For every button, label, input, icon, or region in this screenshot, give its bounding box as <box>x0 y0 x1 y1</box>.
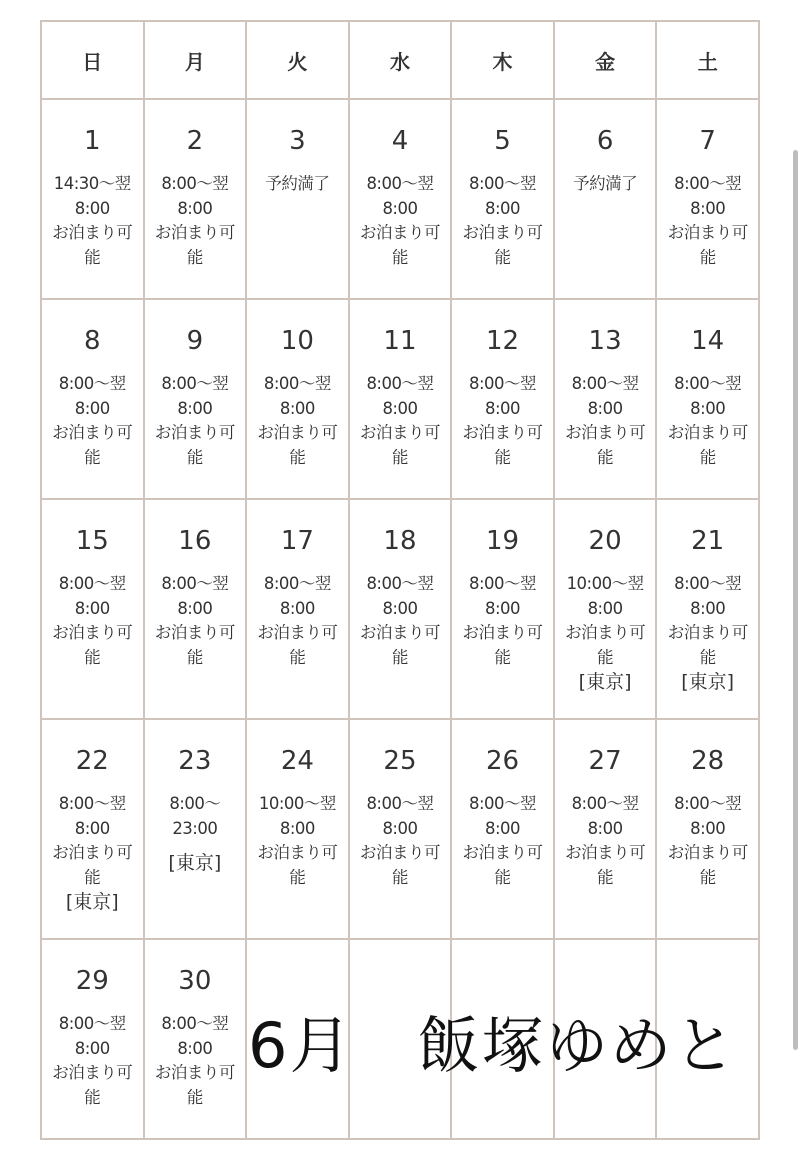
schedule-note: お泊まり可 <box>565 623 646 642</box>
weekday-thu: 木 <box>451 21 554 99</box>
day-cell-22 <box>41 719 144 939</box>
schedule-note: お泊まり可 <box>667 623 748 642</box>
schedule-time: 8:00〜翌 <box>366 174 434 193</box>
schedule-time: 8:00〜翌 <box>366 574 434 593</box>
day-cell-29 <box>41 939 144 1139</box>
day-number: 27 <box>588 746 622 776</box>
schedule-time: 8:00〜翌 <box>263 574 331 593</box>
schedule-end: 8:00 <box>382 398 418 418</box>
schedule-note: お泊まり可 <box>154 1063 235 1082</box>
schedule-end: 8:00 <box>690 198 726 218</box>
schedule-time: 8:00〜翌 <box>161 374 229 393</box>
schedule-note-cont: 能 <box>186 647 203 667</box>
day-cell-2 <box>144 99 247 299</box>
location-tag: [東京] <box>168 852 222 874</box>
schedule-note-cont: 能 <box>289 867 306 887</box>
day-cell-12 <box>451 299 554 499</box>
day-number: 2 <box>186 126 204 156</box>
day-number: 8 <box>84 326 101 356</box>
schedule-note-cont: 能 <box>84 247 101 267</box>
schedule-note: お泊まり可 <box>462 843 543 862</box>
day-number: 15 <box>75 526 109 556</box>
page-scrollbar[interactable] <box>793 150 798 1050</box>
day-number: 28 <box>691 746 725 776</box>
day-cell-16 <box>144 499 247 719</box>
schedule-note-cont: 能 <box>391 647 408 667</box>
schedule-end: 8:00 <box>279 398 315 418</box>
schedule-end: 8:00 <box>690 818 726 838</box>
day-number: 6 <box>596 126 614 156</box>
day-cell-10 <box>246 299 349 499</box>
schedule-note-cont: 能 <box>597 867 614 887</box>
weekday-sat: 土 <box>656 21 759 99</box>
schedule-note: お泊まり可 <box>359 623 440 642</box>
schedule-time: 8:00〜翌 <box>571 794 639 813</box>
schedule-note: お泊まり可 <box>52 843 133 862</box>
schedule-note: お泊まり可 <box>565 423 646 442</box>
schedule-note: お泊まり可 <box>667 423 748 442</box>
schedule-end: 8:00 <box>382 818 418 838</box>
day-cell-9 <box>144 299 247 499</box>
schedule-note: お泊まり可 <box>359 223 440 242</box>
schedule-time: 8:00〜 <box>169 794 221 813</box>
schedule-time: 8:00〜翌 <box>674 794 742 813</box>
schedule-end: 23:00 <box>172 818 218 838</box>
schedule-note: お泊まり可 <box>154 223 235 242</box>
schedule-note-cont: 能 <box>289 447 306 467</box>
schedule-note-cont: 能 <box>699 247 716 267</box>
schedule-time: 8:00〜翌 <box>469 174 537 193</box>
day-cell-28 <box>656 719 759 939</box>
schedule-note: お泊まり可 <box>359 423 440 442</box>
spacer <box>145 841 246 851</box>
day-cell-7 <box>656 99 759 299</box>
schedule-note: お泊まり可 <box>462 223 543 242</box>
day-number: 7 <box>699 126 716 156</box>
schedule-end: 8:00 <box>74 598 110 618</box>
schedule-note-cont: 能 <box>597 647 614 667</box>
day-number: 22 <box>75 746 109 776</box>
schedule-end: 8:00 <box>74 818 110 838</box>
schedule-end: 8:00 <box>279 818 315 838</box>
schedule-time: 8:00〜翌 <box>58 574 126 593</box>
schedule-end: 8:00 <box>177 1038 213 1058</box>
day-cell-3 <box>246 99 349 299</box>
day-number: 29 <box>75 966 109 996</box>
schedule-note-cont: 能 <box>84 447 101 467</box>
schedule-note-cont: 能 <box>84 867 101 887</box>
schedule-time: 8:00〜翌 <box>263 374 331 393</box>
weekday-tue: 火 <box>246 21 349 99</box>
day-cell-20 <box>554 499 657 719</box>
schedule-end: 8:00 <box>177 398 213 418</box>
day-cell-6 <box>554 99 657 299</box>
schedule-note-cont: 能 <box>84 1087 101 1107</box>
schedule-note-cont: 能 <box>494 247 511 267</box>
schedule-status: 予約満了 <box>265 174 330 193</box>
schedule-end: 8:00 <box>382 598 418 618</box>
day-number: 18 <box>383 526 417 556</box>
schedule-note: お泊まり可 <box>565 843 646 862</box>
schedule-time: 8:00〜翌 <box>366 794 434 813</box>
schedule-note-cont: 能 <box>186 1087 203 1107</box>
schedule-end: 8:00 <box>690 598 726 618</box>
schedule-end: 8:00 <box>587 598 623 618</box>
day-number: 26 <box>485 746 520 776</box>
day-number: 19 <box>485 526 520 556</box>
day-cell-5 <box>451 99 554 299</box>
location-tag: [東京] <box>578 671 632 693</box>
schedule-time: 8:00〜翌 <box>674 174 742 193</box>
day-cell-14 <box>656 299 759 499</box>
day-number: 10 <box>280 326 314 356</box>
schedule-note: お泊まり可 <box>359 843 440 862</box>
day-number: 12 <box>485 326 520 356</box>
day-number: 21 <box>691 526 725 556</box>
day-number: 30 <box>178 966 212 996</box>
day-number: 24 <box>280 746 314 776</box>
day-cell-19 <box>451 499 554 719</box>
schedule-note: お泊まり可 <box>257 423 338 442</box>
schedule-end: 8:00 <box>177 198 213 218</box>
day-number: 14 <box>691 326 725 356</box>
schedule-time: 8:00〜翌 <box>674 374 742 393</box>
schedule-note: お泊まり可 <box>52 223 133 242</box>
schedule-time: 14:30〜翌 <box>53 174 131 193</box>
schedule-time: 8:00〜翌 <box>571 374 639 393</box>
week-row-2 <box>41 299 759 499</box>
schedule-note-cont: 能 <box>699 647 716 667</box>
schedule-time: 10:00〜翌 <box>566 574 644 593</box>
weekday-mon: 月 <box>144 21 247 99</box>
day-number: 4 <box>391 126 409 156</box>
weekday-fri: 金 <box>554 21 657 99</box>
schedule-end: 8:00 <box>485 398 521 418</box>
day-cell-1 <box>41 99 144 299</box>
day-number: 25 <box>383 746 417 776</box>
schedule-note: お泊まり可 <box>462 623 543 642</box>
week-row-1 <box>41 99 759 299</box>
day-cell-17 <box>246 499 349 719</box>
week-row-4 <box>41 719 759 939</box>
schedule-end: 8:00 <box>587 398 623 418</box>
schedule-note: お泊まり可 <box>462 423 543 442</box>
schedule-time: 8:00〜翌 <box>58 374 126 393</box>
day-number: 1 <box>84 126 101 156</box>
day-cell-27 <box>554 719 657 939</box>
schedule-note: お泊まり可 <box>257 843 338 862</box>
weekday-sun: 日 <box>41 21 144 99</box>
schedule-note: お泊まり可 <box>667 843 748 862</box>
day-number: 20 <box>588 526 622 556</box>
weekday-header-row <box>41 21 759 99</box>
day-number: 11 <box>383 326 417 356</box>
day-number: 13 <box>588 326 622 356</box>
schedule-note-cont: 能 <box>699 447 716 467</box>
day-cell-11 <box>349 299 452 499</box>
day-number: 16 <box>178 526 212 556</box>
day-number: 3 <box>289 126 306 156</box>
day-number: 17 <box>280 526 314 556</box>
day-cell-8 <box>41 299 144 499</box>
schedule-time: 8:00〜翌 <box>366 374 434 393</box>
schedule-note: お泊まり可 <box>154 423 235 442</box>
schedule-note-cont: 能 <box>186 247 203 267</box>
schedule-end: 8:00 <box>382 198 418 218</box>
schedule-status: 予約満了 <box>573 174 638 193</box>
day-cell-21 <box>656 499 759 719</box>
schedule-note-cont: 能 <box>391 247 408 267</box>
schedule-note-cont: 能 <box>289 647 306 667</box>
schedule-end: 8:00 <box>485 598 521 618</box>
schedule-time: 8:00〜翌 <box>161 1014 229 1033</box>
schedule-end: 8:00 <box>485 818 521 838</box>
day-cell-15 <box>41 499 144 719</box>
schedule-end: 8:00 <box>485 198 521 218</box>
schedule-note: お泊まり可 <box>52 423 133 442</box>
schedule-note-cont: 能 <box>84 647 101 667</box>
day-cell-18 <box>349 499 452 719</box>
schedule-note-cont: 能 <box>699 867 716 887</box>
schedule-time: 8:00〜翌 <box>58 1014 126 1033</box>
schedule-time: 8:00〜翌 <box>674 574 742 593</box>
schedule-time: 8:00〜翌 <box>161 174 229 193</box>
schedule-note-cont: 能 <box>494 647 511 667</box>
schedule-time: 8:00〜翌 <box>161 574 229 593</box>
schedule-end: 8:00 <box>587 818 623 838</box>
schedule-end: 8:00 <box>74 398 110 418</box>
schedule-note: お泊まり可 <box>257 623 338 642</box>
schedule-note: お泊まり可 <box>52 1063 133 1082</box>
schedule-note-cont: 能 <box>391 867 408 887</box>
schedule-note: お泊まり可 <box>52 623 133 642</box>
schedule-time: 8:00〜翌 <box>469 794 537 813</box>
day-cell-23 <box>144 719 247 939</box>
schedule-end: 8:00 <box>74 198 110 218</box>
schedule-time: 10:00〜翌 <box>258 794 336 813</box>
schedule-note-cont: 能 <box>597 447 614 467</box>
schedule-end: 8:00 <box>690 398 726 418</box>
schedule-time: 8:00〜翌 <box>58 794 126 813</box>
day-cell-30 <box>144 939 247 1139</box>
schedule-time: 8:00〜翌 <box>469 574 537 593</box>
weekday-wed: 水 <box>349 21 452 99</box>
schedule-end: 8:00 <box>74 1038 110 1058</box>
day-cell-26 <box>451 719 554 939</box>
week-row-3 <box>41 499 759 719</box>
schedule-note: お泊まり可 <box>154 623 235 642</box>
day-number: 23 <box>178 746 212 776</box>
day-number: 9 <box>186 326 204 356</box>
day-cell-25 <box>349 719 452 939</box>
day-cell-24 <box>246 719 349 939</box>
schedule-end: 8:00 <box>279 598 315 618</box>
schedule-note: お泊まり可 <box>667 223 748 242</box>
day-cell-13 <box>554 299 657 499</box>
schedule-note-cont: 能 <box>391 447 408 467</box>
schedule-note-cont: 能 <box>186 447 203 467</box>
schedule-calendar <box>40 20 760 1140</box>
day-cell-4 <box>349 99 452 299</box>
schedule-time: 8:00〜翌 <box>469 374 537 393</box>
location-tag: [東京] <box>681 671 735 693</box>
location-tag: [東京] <box>65 891 119 913</box>
day-number: 5 <box>494 126 511 156</box>
month-cast-caption: 6月 飯塚ゆめと <box>248 1009 738 1082</box>
schedule-end: 8:00 <box>177 598 213 618</box>
schedule-note-cont: 能 <box>494 867 511 887</box>
schedule-note-cont: 能 <box>494 447 511 467</box>
